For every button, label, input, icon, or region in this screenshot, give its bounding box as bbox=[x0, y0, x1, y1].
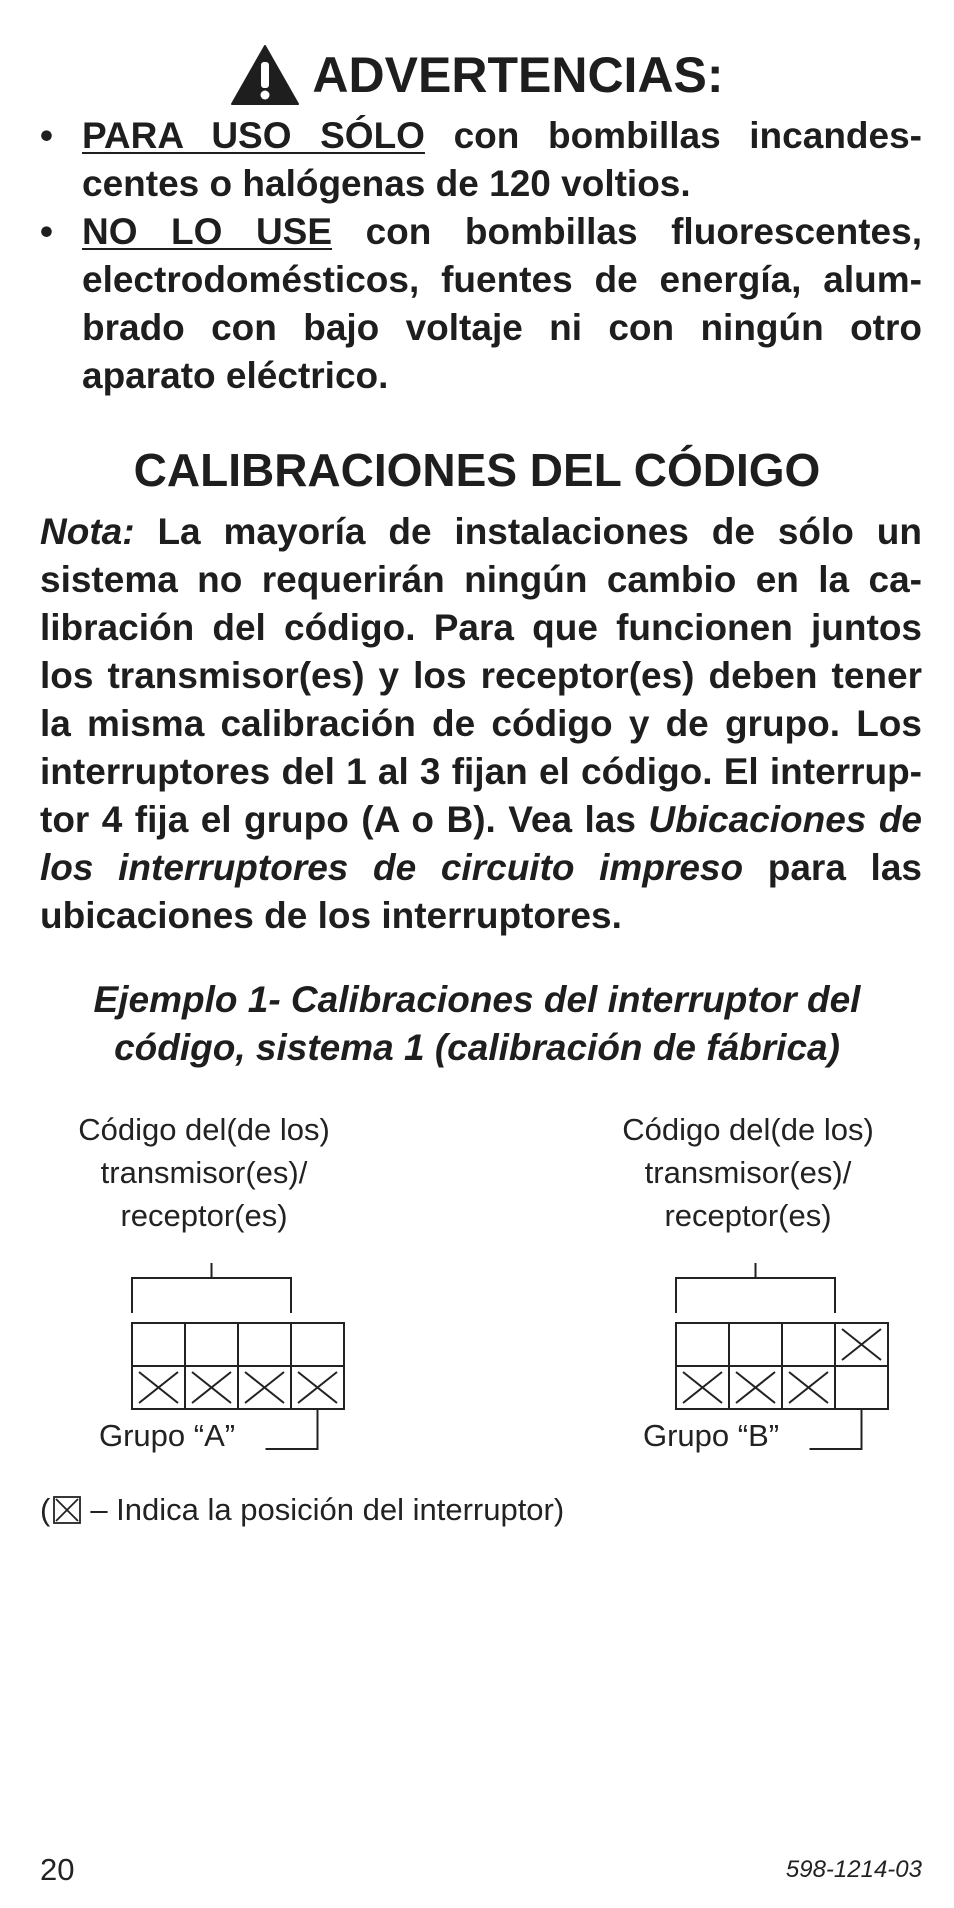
code-bracket bbox=[132, 1263, 291, 1313]
warning-item bbox=[40, 208, 922, 400]
warning-emphasis: PARA USO SÓLO bbox=[82, 115, 425, 156]
caption-line: receptor(es) bbox=[120, 1198, 288, 1233]
caption-line: Código del(de los) bbox=[78, 1112, 330, 1147]
group-leader-line bbox=[266, 1409, 318, 1449]
bullet-dot: • bbox=[40, 115, 53, 156]
warning-text: con bombillas incandes- centes o halógenas de 120 voltios. bbox=[82, 115, 922, 204]
warnings-title: ADVERTENCIAS: bbox=[312, 47, 724, 103]
switch-position-icon bbox=[52, 1495, 82, 1525]
note-text-2: para las ubicaciones de los interruptores. bbox=[40, 847, 922, 936]
note-paragraph bbox=[40, 508, 922, 940]
warning-emphasis: NO LO USE bbox=[82, 211, 333, 252]
switch-cell bbox=[782, 1323, 835, 1366]
group-leader-line bbox=[810, 1409, 862, 1449]
switch-cell bbox=[132, 1323, 185, 1366]
group-label: Grupo “A” bbox=[99, 1418, 236, 1453]
note-reference: Ubicaciones de los interruptores de circuito impreso bbox=[40, 799, 922, 888]
note-label: Nota: bbox=[40, 511, 135, 552]
caption-line: transmisor(es)/ bbox=[100, 1155, 308, 1190]
caption-line: Código del(de los) bbox=[622, 1112, 874, 1147]
example-title-line-1: Ejemplo 1- Calibraciones del interruptor del bbox=[93, 979, 861, 1020]
group-label: Grupo “B” bbox=[643, 1418, 780, 1453]
switch-cell bbox=[729, 1323, 782, 1366]
switch-diagram-group-b bbox=[568, 1108, 928, 1468]
page-number: 20 bbox=[40, 1852, 75, 1887]
note-text-1: La mayoría de instalaciones de sólo un sistema no requerirán ningún cambio en la ca- libración del código. Para que funcionen juntos los transmisor(es) y los receptor(es) deben tener la misma calibración de código y de grupo. Los interruptores del 1 al 3 fijan el código. El interrup- tor 4 fija el grupo (A o B). Vea las bbox=[40, 511, 922, 840]
bullet-dot: • bbox=[40, 211, 53, 252]
caption-line: receptor(es) bbox=[664, 1198, 832, 1233]
switch-cell bbox=[835, 1366, 888, 1409]
dip-switch-grid bbox=[24, 1108, 384, 1468]
example-title bbox=[0, 976, 954, 1072]
warnings-list bbox=[40, 112, 922, 400]
document-code: 598-1214-03 bbox=[785, 1856, 922, 1883]
warning-text: con bombillas fluorescentes, electrodomésticos, fuentes de energía, alum- brado con bajo voltaje ni con ningún otro aparato eléctrico. bbox=[82, 211, 922, 396]
caption-line: transmisor(es)/ bbox=[644, 1155, 852, 1190]
switch-cell bbox=[185, 1323, 238, 1366]
switch-cell bbox=[676, 1323, 729, 1366]
legend-paren: ( bbox=[40, 1492, 51, 1527]
example-title-line-2: código, sistema 1 (calibración de fábrica) bbox=[114, 1027, 840, 1068]
warning-triangle-icon bbox=[230, 44, 300, 106]
switch-cell bbox=[291, 1323, 344, 1366]
legend bbox=[40, 1490, 564, 1530]
dip-switch-grid bbox=[568, 1108, 928, 1468]
warning-item bbox=[40, 112, 922, 208]
code-bracket bbox=[676, 1263, 835, 1313]
legend-text: – Indica la posición del interruptor) bbox=[90, 1492, 565, 1527]
switch-diagram-group-a bbox=[24, 1108, 384, 1468]
warnings-heading bbox=[0, 40, 954, 110]
switch-cell bbox=[238, 1323, 291, 1366]
section-title: CALIBRACIONES DEL CÓDIGO bbox=[133, 444, 821, 496]
